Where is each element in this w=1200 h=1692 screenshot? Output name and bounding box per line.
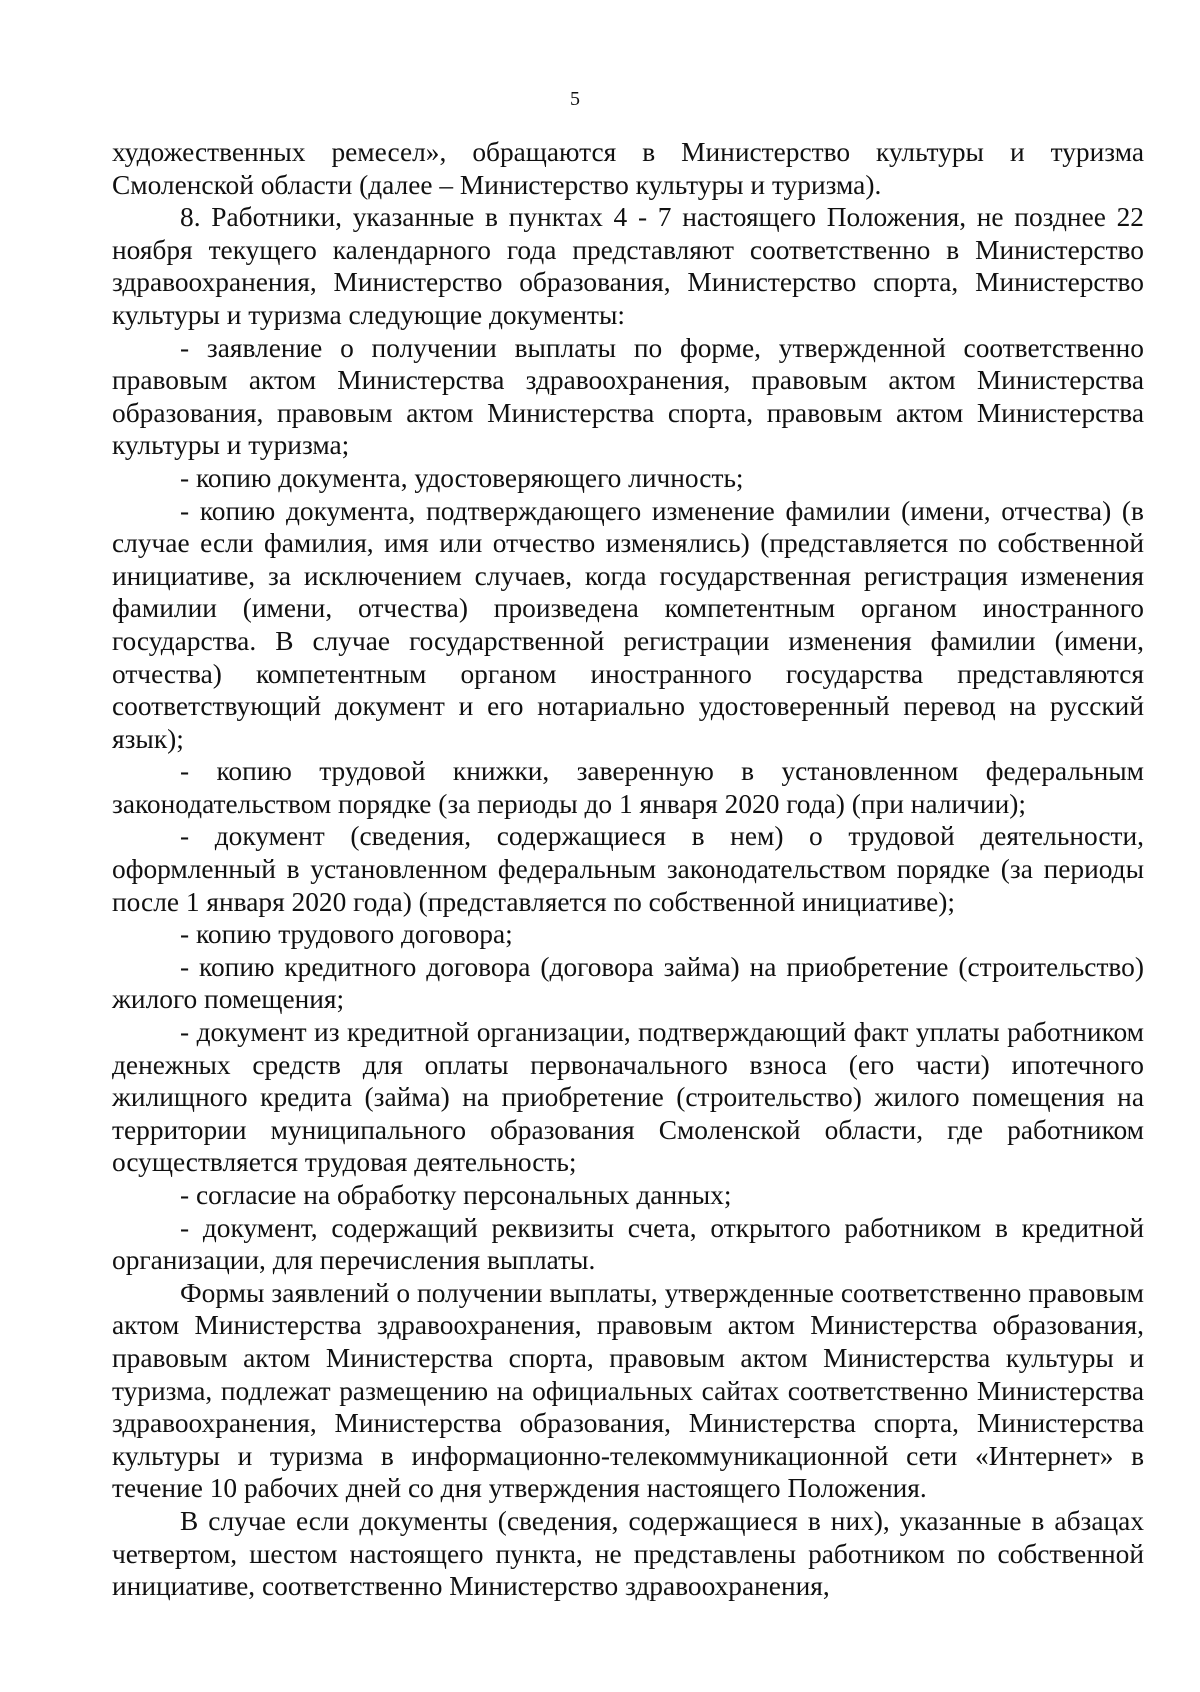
list-item-credit-agreement: - копию кредитного договора (договора займа) на приобретение (строительство) жилого помещения; [112, 951, 1144, 1015]
list-item-bank-document: - документ из кредитной организации, подтверждающий факт уплаты работником денежных средств для оплаты первоначального взноса (его части) ипотечного жилищного кредита (займа) на приобретение (строительство) жилого помещения на территории муниципального образования Смоленской области, где работником осуществляется трудовая деятельность; [112, 1017, 1144, 1178]
paragraph-continuation: художественных ремесел», обращаются в Министерство культуры и туризма Смоленской области (далее – Министерство культуры и туризма). [112, 137, 1144, 200]
list-item-personal-data-consent: - согласие на обработку персональных данных; [180, 1180, 732, 1210]
page-number: 5 [570, 88, 580, 110]
list-item-bank-account-details: - документ, содержащий реквизиты счета, открытого работником в кредитной организации, для перечисления выплаты. [112, 1212, 1144, 1276]
list-item-application: - заявление о получении выплаты по форме, утвержденной соответственно правовым актом Министерства здравоохранения, правовым актом Министерства образования, правовым актом Министерства спорта, правовым актом Министерства культуры и туризма; [112, 332, 1144, 461]
document-body [112, 136, 1144, 1603]
list-item-employment-information: - документ (сведения, содержащиеся в нем) о трудовой деятельности, оформленный в установленном федеральным законодательством порядке (за периоды после 1 января 2020 года) (представляется по собственной инициативе); [112, 821, 1144, 917]
list-item-name-change-document: - копию документа, подтверждающего изменение фамилии (имени, отчества) (в случае если фамилия, имя или отчество изменялись) (представляется по собственной инициативе, за исключением случаев, когда государственная регистрация изменения фамилии (имени, отчества) произведена компетентным органом иностранного государства. В случае государственной регистрации изменения фамилии (имени, отчества) компетентным органом иностранного государства представляются соответствующий документ и его нотариально удостоверенный перевод на русский язык); [112, 495, 1144, 754]
list-item-employment-contract: - копию трудового договора; [180, 919, 513, 950]
paragraph-documents-not-submitted: В случае если документы (сведения, содержащиеся в них), указанные в абзацах четвертом, шестом настоящего пункта, не представлены работником по собственной инициативе, соответственно Министерство здравоохранения, [112, 1505, 1144, 1602]
paragraph-application-forms: Формы заявлений о получении выплаты, утвержденные соответственно правовым актом Министерства здравоохранения, правовым актом Министерства образования, правовым актом Министерства спорта, правовым актом Министерства культуры и туризма, подлежат размещению на официальных сайтах соответственно Министерства здравоохранения, Министерства образования, Министерства спорта, Министерства культуры и туризма в информационно-телекоммуникационной сети «Интернет» в течение 10 рабочих дней со дня утверждения настоящего Положения. [112, 1277, 1144, 1504]
list-item-identity-document: - копию документа, удостоверяющего личность; [180, 462, 744, 493]
paragraph-item-8: 8. Работники, указанные в пунктах 4 - 7 настоящего Положения, не позднее 22 ноября текущего календарного года представляют соответственно в Министерство здравоохранения, Министерство образования, Министерство спорта, Министерство культуры и туризма следующие документы: [112, 202, 1144, 330]
list-item-employment-record-book: - копию трудовой книжки, заверенную в установленном федеральным законодательством порядке (за периоды до 1 января 2020 года) (при наличии); [112, 756, 1144, 819]
